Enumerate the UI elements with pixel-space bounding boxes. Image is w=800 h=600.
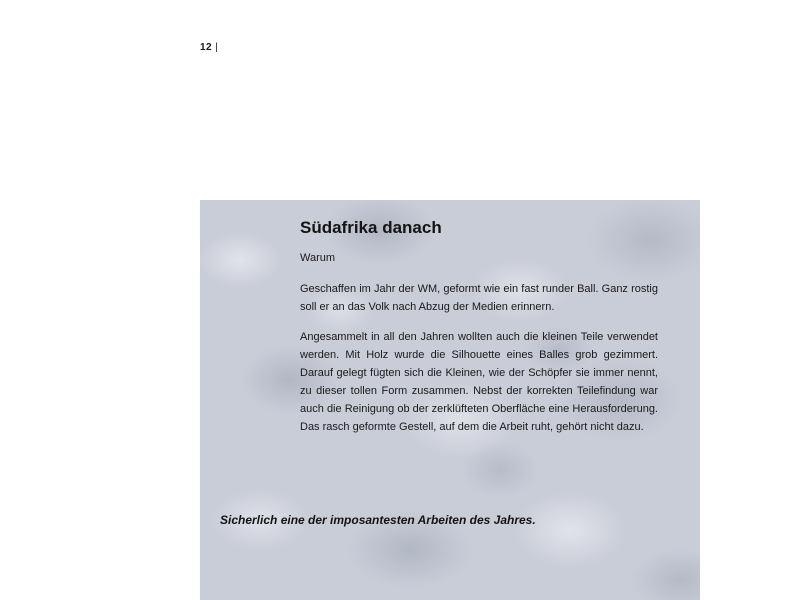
page-number-separator: | [215, 42, 219, 53]
article-paragraph-2: Angesammelt in all den Jahren wollten auch die kleinen Teile verwendet werden. Mit Holz wurde die Silhouette eines Balles grob gezimmert. Darauf gelegt fügten sich die Kleinen, wie der Schöpfer sie immer nennt, zu dieser tollen Form zusammen. Nebst der korrekten Teilefindung war auch die Reinigung ob der zerklüfteten Oberfläche eine Herausforderung. Das rasch geformte Gestell, auf dem die Arbeit ruht, gehört nicht dazu. [300, 331, 658, 433]
article-panel [200, 200, 700, 600]
article-title: Südafrika danach [300, 218, 442, 237]
page-number-value: 12 [200, 42, 213, 53]
article-subtitle: Warum [300, 252, 336, 264]
closing-statement: Sicherlich eine der imposantesten Arbeiten des Jahres. [220, 513, 536, 527]
article-paragraph-1: Geschaffen im Jahr der WM, geformt wie ein fast runder Ball. Ganz rostig soll er an das Volk nach Abzug der Medien erinnern. [300, 283, 658, 313]
page-number [200, 42, 218, 53]
article-content [300, 218, 658, 448]
